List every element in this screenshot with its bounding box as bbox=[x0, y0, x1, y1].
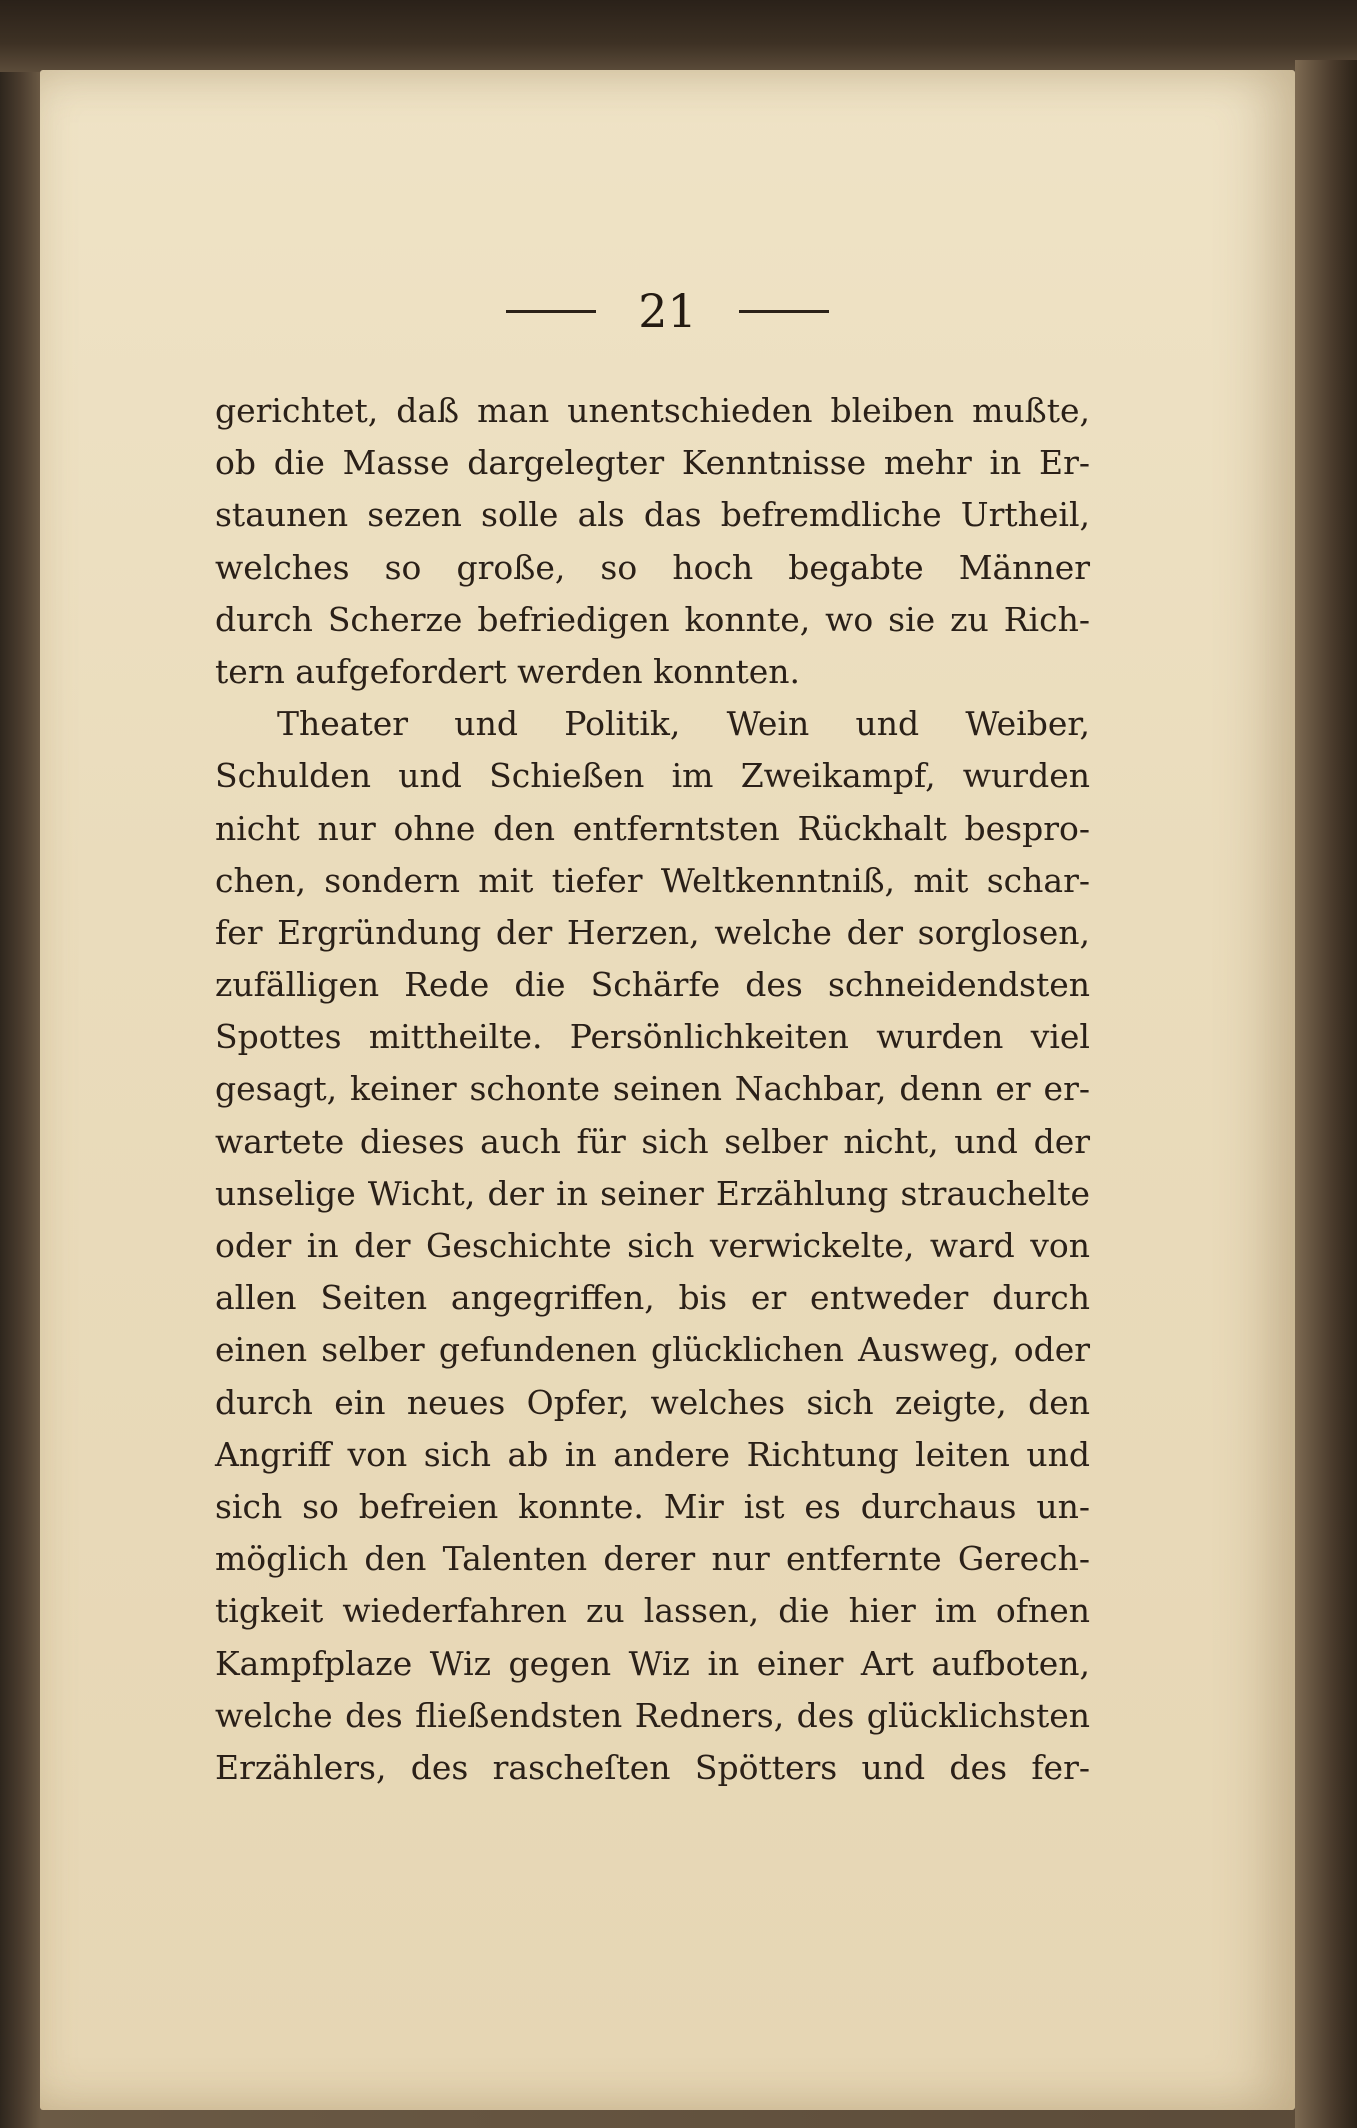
text-line: tern aufgefordert werden konnten. bbox=[215, 651, 800, 691]
body-text bbox=[215, 385, 1090, 1794]
text-line: tigkeit wiederfahren zu lassen, die hier im ofnen bbox=[215, 1591, 1090, 1631]
text-line: nicht nur ohne den entferntsten Rückhalt bespro- bbox=[215, 808, 1090, 848]
text-line: Theater und Politik, Wein und Weiber, bbox=[277, 704, 1090, 744]
text-line: sich so befreien konnte. Mir ist es durchaus un- bbox=[215, 1486, 1090, 1526]
header-rule-right bbox=[739, 310, 829, 313]
text-line: wartete dieses auch für sich selber nicht, und der bbox=[215, 1121, 1090, 1161]
text-line: durch Scherze befriedigen konnte, wo sie zu Rich- bbox=[215, 599, 1090, 639]
text-line: welches so große, so hoch begabte Männer bbox=[215, 547, 1090, 587]
book-cover-edge bbox=[1295, 60, 1357, 2128]
text-line: allen Seiten angegriffen, bis er entweder durch bbox=[215, 1278, 1090, 1318]
text-line: Spottes mittheilte. Persönlichkeiten wurden viel bbox=[215, 1017, 1090, 1057]
text-line: zufälligen Rede die Schärfe des schneidendsten bbox=[215, 965, 1090, 1005]
page-header bbox=[40, 284, 1295, 338]
text-line: möglich den Talenten derer nur entfernte Gerech- bbox=[215, 1539, 1090, 1579]
text-line: Angriff von sich ab in andere Richtung leiten und bbox=[215, 1434, 1090, 1474]
text-line: fer Ergründung der Herzen, welche der sorglosen, bbox=[215, 912, 1090, 952]
text-line: oder in der Geschichte sich verwickelte, ward von bbox=[215, 1226, 1090, 1265]
text-line: unselige Wicht, der in seiner Erzählung strauchelte bbox=[215, 1173, 1090, 1213]
text-line: chen, sondern mit tiefer Weltkenntniß, mit schar- bbox=[215, 860, 1090, 900]
page-paper bbox=[40, 70, 1295, 2110]
text-line: gesagt, keiner schonte seinen Nachbar, denn er er- bbox=[215, 1069, 1090, 1109]
page-number: 21 bbox=[638, 284, 697, 338]
text-line: staunen sezen solle als das befremdliche Urtheil, bbox=[215, 495, 1090, 535]
text-line: welche des fließendsten Redners, des glücklichsten bbox=[215, 1695, 1090, 1735]
text-line: einen selber gefundenen glücklichen Ausweg, oder bbox=[215, 1330, 1090, 1370]
text-line: durch ein neues Opfer, welches sich zeigte, den bbox=[215, 1382, 1090, 1422]
header-rule-left bbox=[506, 310, 596, 313]
text-line: Schulden und Schießen im Zweikampf, wurden bbox=[215, 756, 1090, 796]
text-line: Kampfplaze Wiz gegen Wiz in einer Art aufboten, bbox=[215, 1643, 1090, 1683]
text-line: gerichtet, daß man unentschieden bleiben mußte, bbox=[215, 391, 1090, 430]
text-line: ob die Masse dargelegter Kenntnisse mehr in Er- bbox=[215, 443, 1090, 483]
text-line: Erzählers, des rascheſten Spötters und des fer- bbox=[215, 1747, 1090, 1787]
book-top-edge bbox=[0, 0, 1357, 72]
